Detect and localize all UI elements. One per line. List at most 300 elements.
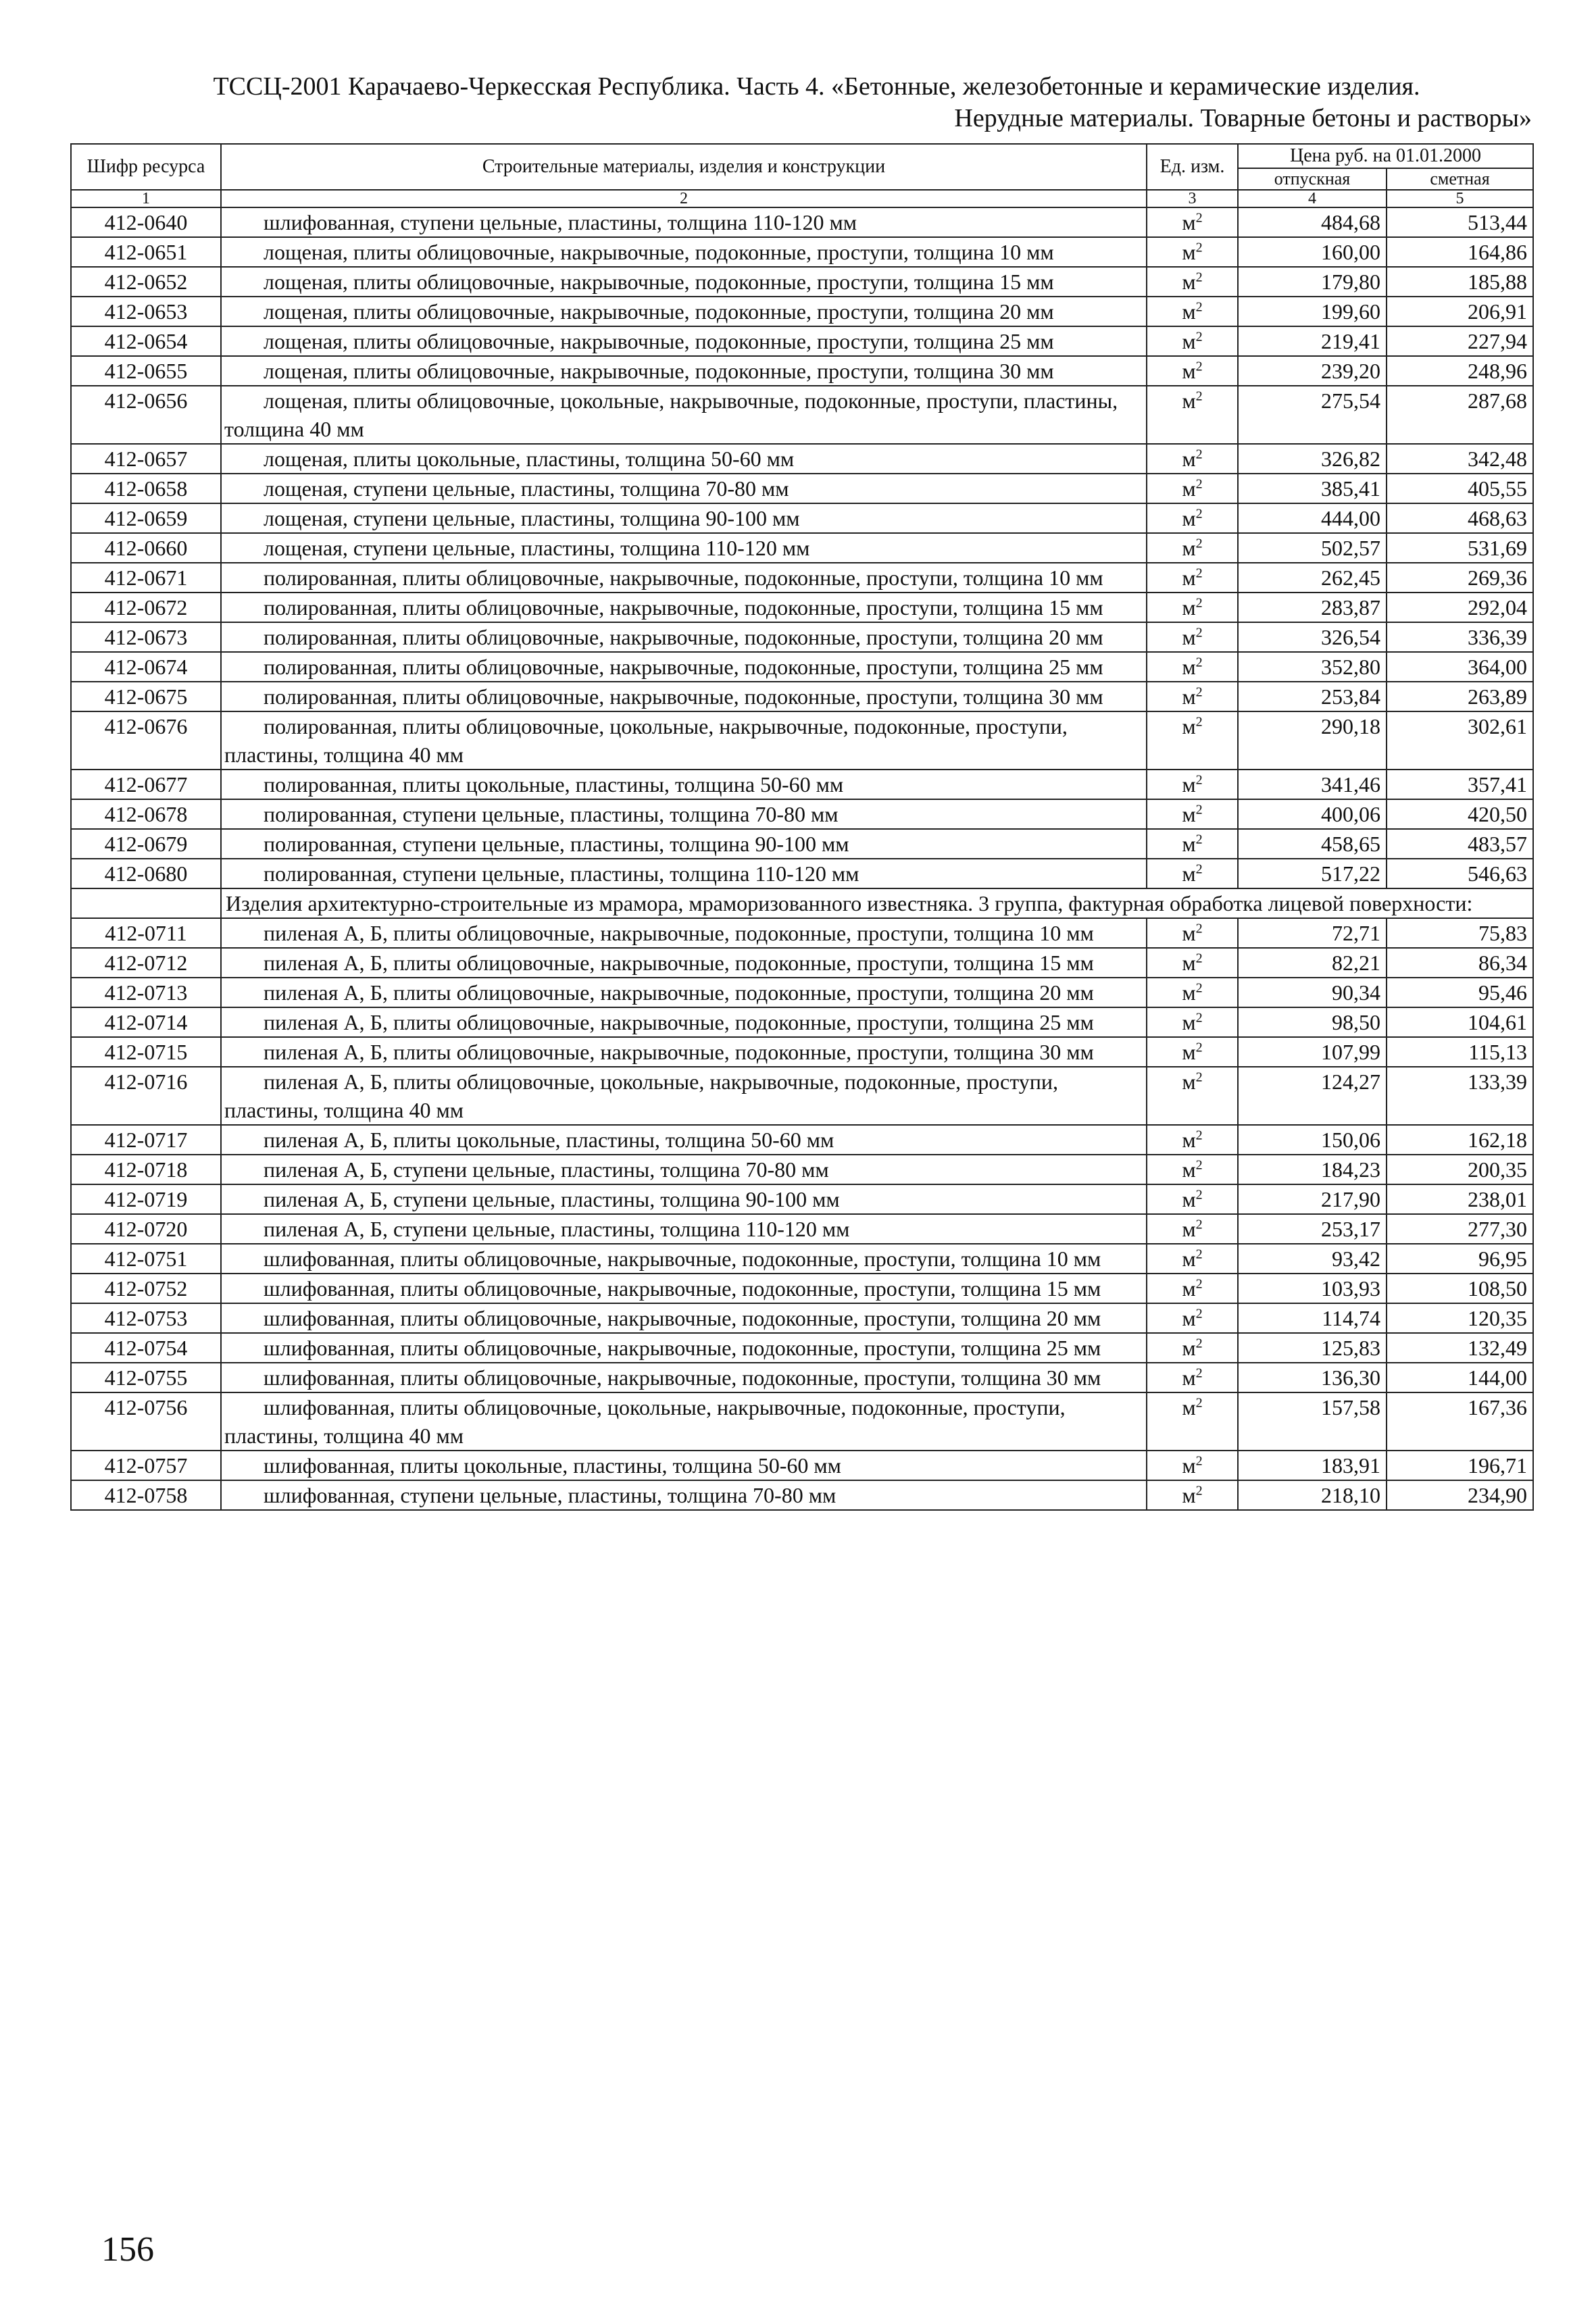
release-price: 90,34	[1238, 978, 1387, 1007]
material-description: шлифованная, плиты облицовочные, накрывочные, подоконные, проступи, толщина 10 мм	[221, 1244, 1147, 1274]
unit-base: м	[1182, 980, 1196, 1005]
material-description: лощеная, ступени цельные, пластины, толщина 90-100 мм	[221, 503, 1147, 533]
resource-code: 412-0716	[71, 1067, 221, 1125]
release-price: 275,54	[1238, 386, 1387, 444]
resource-code: 412-0679	[71, 829, 221, 859]
unit-cell	[1147, 1333, 1238, 1363]
unit-base: м	[1182, 1276, 1196, 1301]
release-price: 184,23	[1238, 1155, 1387, 1184]
estimate-price: 133,39	[1387, 1067, 1533, 1125]
unit-base: м	[1182, 595, 1196, 620]
table-row	[71, 799, 1533, 829]
resource-code: 412-0713	[71, 978, 221, 1007]
material-description: полированная, ступени цельные, пластины, толщина 70-80 мм	[221, 799, 1147, 829]
unit-base: м	[1182, 921, 1196, 945]
estimate-price: 120,35	[1387, 1303, 1533, 1333]
release-price: 290,18	[1238, 711, 1387, 770]
resource-code: 412-0654	[71, 326, 221, 356]
unit-exponent: 2	[1195, 270, 1203, 285]
resource-code: 412-0657	[71, 444, 221, 474]
estimate-price: 336,39	[1387, 622, 1533, 652]
unit-base: м	[1182, 359, 1196, 383]
resource-code: 412-0751	[71, 1244, 221, 1274]
column-header-price: Цена руб. на 01.01.2000	[1238, 144, 1533, 168]
material-description: пиленая А, Б, ступени цельные, пластины, толщина 110-120 мм	[221, 1214, 1147, 1244]
unit-cell	[1147, 1214, 1238, 1244]
material-description: полированная, ступени цельные, пластины, толщина 110-120 мм	[221, 859, 1147, 888]
unit-base: м	[1182, 1010, 1196, 1034]
unit-cell	[1147, 503, 1238, 533]
estimate-price: 132,49	[1387, 1333, 1533, 1363]
estimate-price: 468,63	[1387, 503, 1533, 533]
resource-code: 412-0680	[71, 859, 221, 888]
release-price: 217,90	[1238, 1184, 1387, 1214]
unit-base: м	[1182, 1070, 1196, 1094]
unit-base: м	[1182, 1247, 1196, 1271]
table-row	[71, 1363, 1533, 1392]
release-price: 136,30	[1238, 1363, 1387, 1392]
material-description: полированная, плиты облицовочные, накрывочные, подоконные, проступи, толщина 20 мм	[221, 622, 1147, 652]
table-row	[71, 1303, 1533, 1333]
column-header-code: Шифр ресурса	[71, 144, 221, 190]
unit-cell	[1147, 297, 1238, 326]
table-row	[71, 1480, 1533, 1510]
unit-base: м	[1182, 714, 1196, 738]
release-price: 458,65	[1238, 829, 1387, 859]
unit-exponent: 2	[1195, 240, 1203, 255]
release-price: 157,58	[1238, 1392, 1387, 1451]
release-price: 253,17	[1238, 1214, 1387, 1244]
unit-cell	[1147, 474, 1238, 503]
unit-exponent: 2	[1195, 506, 1203, 522]
estimate-price: 86,34	[1387, 948, 1533, 978]
material-description: шлифованная, ступени цельные, пластины, толщина 70-80 мм	[221, 1480, 1147, 1510]
table-row	[71, 533, 1533, 563]
unit-exponent: 2	[1195, 536, 1203, 551]
table-row	[71, 593, 1533, 622]
table-row	[71, 622, 1533, 652]
material-description: пиленая А, Б, ступени цельные, пластины, толщина 70-80 мм	[221, 1155, 1147, 1184]
table-row	[71, 1155, 1533, 1184]
material-description: полированная, плиты облицовочные, цокольные, накрывочные, подоконные, проступи, пластины, толщина 40 мм	[221, 711, 1147, 770]
resource-code: 412-0678	[71, 799, 221, 829]
unit-cell	[1147, 356, 1238, 386]
release-price: 385,41	[1238, 474, 1387, 503]
unit-cell	[1147, 1244, 1238, 1274]
material-description: полированная, ступени цельные, пластины, толщина 90-100 мм	[221, 829, 1147, 859]
resource-code: 412-0752	[71, 1274, 221, 1303]
table-row	[71, 1007, 1533, 1037]
table-row	[71, 948, 1533, 978]
material-description: шлифованная, плиты облицовочные, накрывочные, подоконные, проступи, толщина 25 мм	[221, 1333, 1147, 1363]
release-price: 93,42	[1238, 1244, 1387, 1274]
material-description: пиленая А, Б, плиты цокольные, пластины, толщина 50-60 мм	[221, 1125, 1147, 1155]
resource-code: 412-0660	[71, 533, 221, 563]
unit-exponent: 2	[1195, 684, 1203, 700]
release-price: 114,74	[1238, 1303, 1387, 1333]
unit-cell	[1147, 799, 1238, 829]
release-price: 400,06	[1238, 799, 1387, 829]
material-description: шлифованная, плиты облицовочные, цокольные, накрывочные, подоконные, проступи, пластины, толщина 40 мм	[221, 1392, 1147, 1451]
unit-cell	[1147, 1037, 1238, 1067]
estimate-price: 206,91	[1387, 297, 1533, 326]
material-description: лощеная, плиты облицовочные, цокольные, накрывочные, подоконные, проступи, пластины, толщина 40 мм	[221, 386, 1147, 444]
material-description: пиленая А, Б, плиты облицовочные, цокольные, накрывочные, подоконные, проступи, пластины, толщина 40 мм	[221, 1067, 1147, 1125]
unit-exponent: 2	[1195, 1395, 1203, 1411]
unit-cell	[1147, 1184, 1238, 1214]
table-row	[71, 356, 1533, 386]
resource-code: 412-0658	[71, 474, 221, 503]
unit-exponent: 2	[1195, 1276, 1203, 1292]
unit-cell	[1147, 770, 1238, 799]
unit-base: м	[1182, 832, 1196, 856]
estimate-price: 546,63	[1387, 859, 1533, 888]
material-description: пиленая А, Б, плиты облицовочные, накрывочные, подоконные, проступи, толщина 15 мм	[221, 948, 1147, 978]
table-row	[71, 682, 1533, 711]
table-row	[71, 1244, 1533, 1274]
unit-cell	[1147, 1274, 1238, 1303]
resource-code: 412-0720	[71, 1214, 221, 1244]
table-row	[71, 1392, 1533, 1451]
release-price: 341,46	[1238, 770, 1387, 799]
release-price: 103,93	[1238, 1274, 1387, 1303]
estimate-price: 531,69	[1387, 533, 1533, 563]
unit-base: м	[1182, 506, 1196, 530]
unit-base: м	[1182, 1128, 1196, 1152]
estimate-price: 164,86	[1387, 237, 1533, 267]
material-description: шлифованная, ступени цельные, пластины, толщина 110-120 мм	[221, 207, 1147, 237]
material-description: шлифованная, плиты облицовочные, накрывочные, подоконные, проступи, толщина 15 мм	[221, 1274, 1147, 1303]
resource-code: 412-0674	[71, 652, 221, 682]
release-price: 444,00	[1238, 503, 1387, 533]
material-description: лощеная, плиты облицовочные, накрывочные, подоконные, проступи, толщина 20 мм	[221, 297, 1147, 326]
page-header-line-2: Нерудные материалы. Товарные бетоны и растворы»	[954, 104, 1532, 132]
resource-code: 412-0757	[71, 1451, 221, 1480]
resource-code: 412-0717	[71, 1125, 221, 1155]
unit-base: м	[1182, 388, 1196, 413]
unit-exponent: 2	[1195, 210, 1203, 226]
resource-code: 412-0711	[71, 918, 221, 948]
table-row	[71, 711, 1533, 770]
unit-base: м	[1182, 447, 1196, 471]
section-row	[71, 888, 1533, 918]
release-price: 124,27	[1238, 1067, 1387, 1125]
price-table	[70, 143, 1534, 1511]
column-number: 3	[1147, 190, 1238, 207]
unit-cell	[1147, 711, 1238, 770]
resource-code: 412-0715	[71, 1037, 221, 1067]
resource-code: 412-0672	[71, 593, 221, 622]
release-price: 262,45	[1238, 563, 1387, 593]
unit-cell	[1147, 1125, 1238, 1155]
unit-cell	[1147, 859, 1238, 888]
unit-base: м	[1182, 565, 1196, 590]
resource-code: 412-0671	[71, 563, 221, 593]
release-price: 183,91	[1238, 1451, 1387, 1480]
unit-exponent: 2	[1195, 1217, 1203, 1232]
unit-cell	[1147, 1303, 1238, 1333]
column-number: 1	[71, 190, 221, 207]
resource-code: 412-0758	[71, 1480, 221, 1510]
unit-cell	[1147, 533, 1238, 563]
material-description: полированная, плиты облицовочные, накрывочные, подоконные, проступи, толщина 30 мм	[221, 682, 1147, 711]
release-price: 326,54	[1238, 622, 1387, 652]
unit-exponent: 2	[1195, 565, 1203, 581]
material-description: полированная, плиты цокольные, пластины, толщина 50-60 мм	[221, 770, 1147, 799]
unit-base: м	[1182, 1157, 1196, 1182]
resource-code: 412-0753	[71, 1303, 221, 1333]
release-price: 484,68	[1238, 207, 1387, 237]
release-price: 160,00	[1238, 237, 1387, 267]
material-description: полированная, плиты облицовочные, накрывочные, подоконные, проступи, толщина 15 мм	[221, 593, 1147, 622]
unit-base: м	[1182, 772, 1196, 797]
table-row	[71, 207, 1533, 237]
estimate-price: 162,18	[1387, 1125, 1533, 1155]
material-description: лощеная, плиты цокольные, пластины, толщина 50-60 мм	[221, 444, 1147, 474]
material-description: пиленая А, Б, плиты облицовочные, накрывочные, подоконные, проступи, толщина 10 мм	[221, 918, 1147, 948]
estimate-price: 238,01	[1387, 1184, 1533, 1214]
table-row	[71, 859, 1533, 888]
table-row	[71, 1333, 1533, 1363]
material-description: пиленая А, Б, плиты облицовочные, накрывочные, подоконные, проступи, толщина 30 мм	[221, 1037, 1147, 1067]
estimate-price: 248,96	[1387, 356, 1533, 386]
unit-cell	[1147, 326, 1238, 356]
unit-cell	[1147, 918, 1238, 948]
release-price: 253,84	[1238, 682, 1387, 711]
material-description: полированная, плиты облицовочные, накрывочные, подоконные, проступи, толщина 25 мм	[221, 652, 1147, 682]
unit-base: м	[1182, 684, 1196, 709]
table-row	[71, 326, 1533, 356]
unit-cell	[1147, 1155, 1238, 1184]
unit-exponent: 2	[1195, 1128, 1203, 1143]
release-price: 352,80	[1238, 652, 1387, 682]
table-row	[71, 1037, 1533, 1067]
unit-exponent: 2	[1195, 1070, 1203, 1085]
material-description: шлифованная, плиты облицовочные, накрывочные, подоконные, проступи, толщина 30 мм	[221, 1363, 1147, 1392]
estimate-price: 75,83	[1387, 918, 1533, 948]
material-description: лощеная, плиты облицовочные, накрывочные, подоконные, проступи, толщина 25 мм	[221, 326, 1147, 356]
unit-exponent: 2	[1195, 329, 1203, 345]
unit-cell	[1147, 444, 1238, 474]
column-header-release-price: отпускная	[1238, 168, 1387, 190]
unit-cell	[1147, 978, 1238, 1007]
unit-cell	[1147, 622, 1238, 652]
unit-exponent: 2	[1195, 1336, 1203, 1351]
page-number: 156	[101, 2230, 154, 2269]
resource-code: 412-0652	[71, 267, 221, 297]
unit-exponent: 2	[1195, 1187, 1203, 1203]
estimate-price: 277,30	[1387, 1214, 1533, 1244]
resource-code: 412-0754	[71, 1333, 221, 1363]
unit-exponent: 2	[1195, 951, 1203, 966]
table-row	[71, 770, 1533, 799]
estimate-price: 357,41	[1387, 770, 1533, 799]
unit-base: м	[1182, 536, 1196, 560]
estimate-price: 96,95	[1387, 1244, 1533, 1274]
table-row	[71, 1184, 1533, 1214]
estimate-price: 364,00	[1387, 652, 1533, 682]
estimate-price: 513,44	[1387, 207, 1533, 237]
unit-base: м	[1182, 476, 1196, 501]
column-header-unit: Ед. изм.	[1147, 144, 1238, 190]
resource-code: 412-0656	[71, 386, 221, 444]
column-number: 2	[221, 190, 1147, 207]
column-header-estimate-price: сметная	[1387, 168, 1533, 190]
table-row	[71, 978, 1533, 1007]
unit-cell	[1147, 1363, 1238, 1392]
release-price: 199,60	[1238, 297, 1387, 326]
unit-exponent: 2	[1195, 1483, 1203, 1499]
material-description: пиленая А, Б, плиты облицовочные, накрывочные, подоконные, проступи, толщина 20 мм	[221, 978, 1147, 1007]
unit-exponent: 2	[1195, 476, 1203, 492]
material-description: лощеная, плиты облицовочные, накрывочные, подоконные, проступи, толщина 15 мм	[221, 267, 1147, 297]
material-description: полированная, плиты облицовочные, накрывочные, подоконные, проступи, толщина 10 мм	[221, 563, 1147, 593]
unit-exponent: 2	[1195, 359, 1203, 374]
unit-exponent: 2	[1195, 772, 1203, 788]
resource-code: 412-0756	[71, 1392, 221, 1451]
release-price: 107,99	[1238, 1037, 1387, 1067]
unit-cell	[1147, 1392, 1238, 1451]
resource-code: 412-0677	[71, 770, 221, 799]
unit-exponent: 2	[1195, 1040, 1203, 1055]
estimate-price: 405,55	[1387, 474, 1533, 503]
unit-exponent: 2	[1195, 595, 1203, 611]
unit-exponent: 2	[1195, 1010, 1203, 1026]
table-row	[71, 918, 1533, 948]
release-price: 326,82	[1238, 444, 1387, 474]
material-description: лощеная, плиты облицовочные, накрывочные, подоконные, проступи, толщина 30 мм	[221, 356, 1147, 386]
section-title: Изделия архитектурно-строительные из мрамора, мраморизованного известняка. 3 группа, фактурная обработка лицевой поверхности:	[221, 888, 1533, 918]
estimate-price: 104,61	[1387, 1007, 1533, 1037]
resource-code: 412-0675	[71, 682, 221, 711]
unit-cell	[1147, 682, 1238, 711]
resource-code: 412-0719	[71, 1184, 221, 1214]
unit-exponent: 2	[1195, 861, 1203, 877]
unit-cell	[1147, 593, 1238, 622]
unit-base: м	[1182, 1365, 1196, 1390]
column-number: 5	[1387, 190, 1533, 207]
unit-base: м	[1182, 240, 1196, 264]
resource-code: 412-0718	[71, 1155, 221, 1184]
unit-exponent: 2	[1195, 1247, 1203, 1262]
estimate-price: 185,88	[1387, 267, 1533, 297]
unit-cell	[1147, 1007, 1238, 1037]
unit-exponent: 2	[1195, 1365, 1203, 1381]
unit-base: м	[1182, 802, 1196, 826]
unit-base: м	[1182, 1395, 1196, 1419]
estimate-price: 292,04	[1387, 593, 1533, 622]
unit-base: м	[1182, 299, 1196, 324]
resource-code: 412-0714	[71, 1007, 221, 1037]
table-row	[71, 237, 1533, 267]
resource-code: 412-0676	[71, 711, 221, 770]
table-row	[71, 297, 1533, 326]
unit-exponent: 2	[1195, 832, 1203, 847]
table-row	[71, 1451, 1533, 1480]
unit-base: м	[1182, 655, 1196, 679]
estimate-price: 196,71	[1387, 1451, 1533, 1480]
resource-code: 412-0673	[71, 622, 221, 652]
unit-cell	[1147, 1067, 1238, 1125]
unit-cell	[1147, 563, 1238, 593]
page-header-line-1: ТССЦ-2001 Карачаево-Черкесская Республика. Часть 4. «Бетонные, железобетонные и керамические изделия.	[213, 72, 1420, 101]
material-description: шлифованная, плиты облицовочные, накрывочные, подоконные, проступи, толщина 20 мм	[221, 1303, 1147, 1333]
unit-base: м	[1182, 1483, 1196, 1507]
resource-code: 412-0659	[71, 503, 221, 533]
material-description: лощеная, плиты облицовочные, накрывочные, подоконные, проступи, толщина 10 мм	[221, 237, 1147, 267]
release-price: 179,80	[1238, 267, 1387, 297]
column-number: 4	[1238, 190, 1387, 207]
release-price: 219,41	[1238, 326, 1387, 356]
table-row	[71, 829, 1533, 859]
table-row	[71, 444, 1533, 474]
estimate-price: 227,94	[1387, 326, 1533, 356]
unit-cell	[1147, 1451, 1238, 1480]
estimate-price: 108,50	[1387, 1274, 1533, 1303]
unit-exponent: 2	[1195, 1157, 1203, 1173]
resource-code: 412-0653	[71, 297, 221, 326]
unit-base: м	[1182, 1187, 1196, 1211]
unit-exponent: 2	[1195, 714, 1203, 730]
unit-base: м	[1182, 1217, 1196, 1241]
unit-base: м	[1182, 1306, 1196, 1330]
estimate-price: 144,00	[1387, 1363, 1533, 1392]
estimate-price: 263,89	[1387, 682, 1533, 711]
table-row	[71, 503, 1533, 533]
unit-exponent: 2	[1195, 655, 1203, 670]
release-price: 218,10	[1238, 1480, 1387, 1510]
estimate-price: 95,46	[1387, 978, 1533, 1007]
estimate-price: 115,13	[1387, 1037, 1533, 1067]
unit-base: м	[1182, 951, 1196, 975]
table-row	[71, 1274, 1533, 1303]
estimate-price: 269,36	[1387, 563, 1533, 593]
estimate-price: 342,48	[1387, 444, 1533, 474]
material-description: пиленая А, Б, плиты облицовочные, накрывочные, подоконные, проступи, толщина 25 мм	[221, 1007, 1147, 1037]
unit-base: м	[1182, 270, 1196, 294]
unit-cell	[1147, 829, 1238, 859]
estimate-price: 302,61	[1387, 711, 1533, 770]
release-price: 82,21	[1238, 948, 1387, 978]
resource-code: 412-0712	[71, 948, 221, 978]
unit-cell	[1147, 386, 1238, 444]
unit-cell	[1147, 1480, 1238, 1510]
resource-code: 412-0655	[71, 356, 221, 386]
unit-exponent: 2	[1195, 388, 1203, 404]
column-header-description: Строительные материалы, изделия и конструкции	[221, 144, 1147, 190]
section-empty-cell	[71, 888, 221, 918]
table-row	[71, 652, 1533, 682]
material-description: лощеная, ступени цельные, пластины, толщина 70-80 мм	[221, 474, 1147, 503]
unit-base: м	[1182, 1336, 1196, 1360]
unit-cell	[1147, 267, 1238, 297]
table-row	[71, 1125, 1533, 1155]
release-price: 98,50	[1238, 1007, 1387, 1037]
resource-code: 412-0755	[71, 1363, 221, 1392]
unit-exponent: 2	[1195, 299, 1203, 315]
unit-base: м	[1182, 210, 1196, 234]
table-body	[71, 207, 1533, 1510]
table-row	[71, 1214, 1533, 1244]
resource-code: 412-0651	[71, 237, 221, 267]
unit-base: м	[1182, 1040, 1196, 1064]
resource-code: 412-0640	[71, 207, 221, 237]
unit-base: м	[1182, 329, 1196, 353]
unit-base: м	[1182, 1453, 1196, 1478]
unit-exponent: 2	[1195, 1453, 1203, 1469]
material-description: шлифованная, плиты цокольные, пластины, толщина 50-60 мм	[221, 1451, 1147, 1480]
unit-base: м	[1182, 861, 1196, 886]
